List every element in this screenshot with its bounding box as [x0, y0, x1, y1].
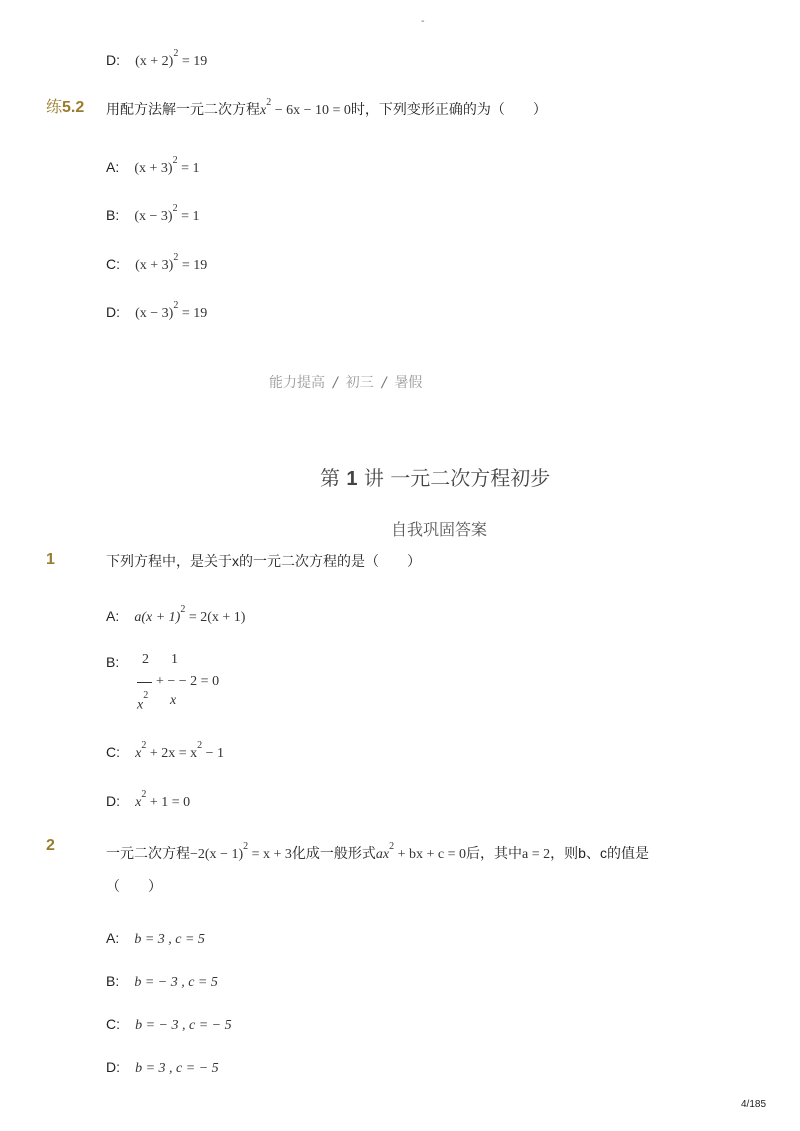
question-text-2-line2: （ ） [106, 878, 162, 894]
q52-option-a[interactable] [106, 157, 199, 177]
breadcrumb-item: 能力提高 [269, 375, 325, 391]
q2-option-a[interactable] [106, 928, 205, 948]
fraction-bar [137, 682, 152, 683]
option-expression: b = − 3 , c = 5 [134, 975, 218, 990]
breadcrumb-item: 初三 [345, 375, 374, 391]
question-text-5-2: 用配方法解一元二次方程$x^2 - 6x - 10 = 0$时，下列变形正确的为（ ） [106, 97, 547, 118]
option-label: A: [106, 930, 120, 946]
option-label: C: [106, 256, 120, 272]
fraction-denominator: x [170, 693, 177, 708]
question-text-2: 一元二次方程$-2(x - 1)^2 = x + 3$化成一般形式$ax^2$ + bx + c = 0后，其中a = 2，则b、c的值是 [106, 841, 649, 862]
option-label: B: [106, 207, 120, 223]
option-label: D: [106, 793, 120, 809]
option-label: D: [106, 52, 120, 68]
q1-option-b[interactable] [106, 652, 256, 712]
option-label: B: [106, 973, 120, 989]
option-expression: $x^2 + 2x = x^2 - 1$ [135, 740, 225, 761]
option-expression: $(x + 3)^2 = 1$ [134, 155, 200, 176]
q52-option-b[interactable] [106, 205, 199, 225]
option-label: B: [106, 654, 120, 670]
q52-option-d[interactable] [106, 302, 207, 322]
fraction-numerator: 2 [142, 652, 149, 667]
q1-option-c[interactable] [106, 742, 224, 762]
option-expression: b = 3 , c = 5 [134, 932, 205, 947]
section-title: 自我巩固答案 [391, 520, 488, 539]
fraction-numerator: 1 [171, 652, 178, 667]
breadcrumb-item: 暑假 [394, 375, 423, 391]
breadcrumb [269, 372, 422, 392]
question-text-1: 下列方程中，是关于x的一元二次方程的是（ ） [106, 553, 421, 569]
q2-option-b[interactable] [106, 971, 218, 991]
option-expression: $(x + 3)^2 = 19$ [135, 252, 208, 273]
breadcrumb-separator: / [381, 375, 387, 391]
option-expression: $(x - 3)^2 = 19$ [135, 300, 208, 321]
question-number-2: 2 [46, 837, 55, 854]
page-number: 4/185 [741, 1099, 767, 1110]
fraction-denominator: $x^2$ [137, 690, 149, 713]
option-label: D: [106, 304, 120, 320]
option-label: A: [106, 159, 120, 175]
option-label: C: [106, 744, 120, 760]
question-number-1: 1 [46, 551, 55, 568]
q52-option-c[interactable] [106, 254, 207, 274]
lecture-title: 第 1 讲 一元二次方程初步 [320, 466, 551, 490]
question-number-5-2: 练5.2 [46, 99, 85, 116]
option-expression: b = 3 , c = − 5 [135, 1061, 219, 1076]
page-top-mark: - [421, 16, 425, 27]
option-expression: $(x + 2)^2 = 19$ [135, 48, 208, 69]
breadcrumb-separator: / [333, 375, 338, 391]
option-expression: $a(x + 1)^2 = 2(x + 1)$ [134, 604, 246, 625]
q2-option-d[interactable] [106, 1057, 219, 1077]
q1-option-d[interactable] [106, 791, 190, 811]
prev-option-d[interactable] [106, 50, 207, 70]
q2-option-c[interactable] [106, 1014, 232, 1034]
option-label: C: [106, 1016, 120, 1032]
option-expression: b = − 3 , c = − 5 [135, 1018, 232, 1033]
option-label: D: [106, 1059, 120, 1075]
q1-option-a[interactable] [106, 606, 245, 626]
option-label: A: [106, 608, 120, 624]
option-expression: $(x - 3)^2 = 1$ [134, 203, 200, 224]
equation-rest: + − − 2 = 0 [156, 674, 220, 689]
option-expression: $x^2 + 1 = 0$ [135, 789, 191, 810]
